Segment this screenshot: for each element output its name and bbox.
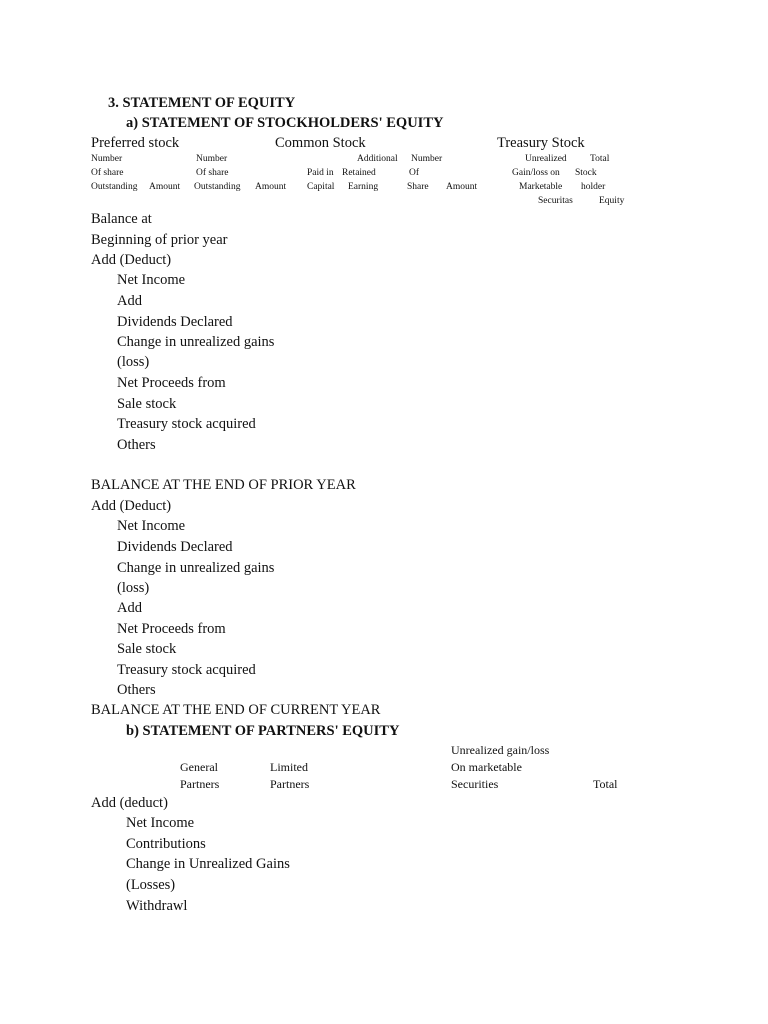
subheader: Outstanding — [91, 182, 138, 192]
row-label: Treasury stock acquired — [117, 416, 256, 432]
row-label: Add (Deduct) — [91, 252, 172, 268]
row-label: Others — [117, 437, 156, 453]
row-label: Add — [117, 293, 142, 309]
row-label: Add (Deduct) — [91, 498, 172, 514]
row-label: (loss) — [117, 580, 150, 596]
subheader: Capital — [307, 182, 335, 192]
subheader: Additional — [357, 154, 398, 164]
row-label: Dividends Declared — [117, 314, 233, 330]
unrealized-header: Unrealized gain/loss — [451, 743, 550, 757]
row-label: Sale stock — [117, 641, 177, 657]
part-a-title: a) STATEMENT OF STOCKHOLDERS' EQUITY — [126, 115, 444, 131]
subheader: Earning — [348, 182, 379, 192]
row-label: Withdrawl — [126, 898, 188, 914]
row-label: Beginning of prior year — [91, 232, 228, 248]
row-label: BALANCE AT THE END OF PRIOR YEAR — [91, 477, 356, 493]
row-label: Dividends Declared — [117, 539, 233, 555]
row-label: Treasury stock acquired — [117, 662, 256, 678]
row-label: (loss) — [117, 354, 150, 370]
subheader: Equity — [599, 196, 625, 206]
limited-partners-header: Partners — [270, 777, 310, 791]
row-label: (Losses) — [126, 877, 176, 893]
row-label: Add (deduct) — [91, 795, 168, 811]
unrealized-header: On marketable — [451, 760, 522, 774]
subheader: Marketable — [519, 182, 563, 192]
subheader: Amount — [446, 182, 478, 192]
preferred-stock-header: Preferred stock — [91, 135, 180, 151]
subheader: Total — [590, 154, 610, 164]
subheader: Amount — [149, 182, 181, 192]
treasury-stock-header: Treasury Stock — [497, 135, 585, 151]
unrealized-header: Securities — [451, 777, 499, 791]
subheader: Number — [411, 154, 443, 164]
subheader: Number — [91, 154, 123, 164]
subheader: Unrealized — [525, 154, 567, 164]
row-label: Others — [117, 682, 156, 698]
subheader: Retained — [342, 168, 376, 178]
limited-partners-header: Limited — [270, 760, 308, 774]
subheader: Of — [409, 168, 420, 178]
subheader: Gain/loss on — [512, 168, 560, 178]
row-label: Change in unrealized gains — [117, 560, 275, 576]
subheader: Of share — [196, 168, 229, 178]
general-partners-header: General — [180, 760, 218, 774]
row-label: Net Income — [126, 815, 195, 831]
subheader: Share — [407, 182, 429, 192]
row-label: Change in unrealized gains — [117, 334, 275, 350]
common-stock-header: Common Stock — [275, 135, 366, 151]
row-label: Contributions — [126, 836, 206, 852]
row-label: Change in Unrealized Gains — [126, 856, 290, 872]
row-label: Net Proceeds from — [117, 375, 226, 391]
subheader: Stock — [575, 168, 597, 178]
general-partners-header: Partners — [180, 777, 220, 791]
total-header: Total — [593, 777, 618, 791]
row-label: Net Income — [117, 272, 186, 288]
row-label: BALANCE AT THE END OF CURRENT YEAR — [91, 702, 381, 718]
part-b-title: b) STATEMENT OF PARTNERS' EQUITY — [126, 723, 400, 739]
subheader: Paid in — [307, 168, 334, 178]
row-label: Add — [117, 600, 142, 616]
row-label: Net Proceeds from — [117, 621, 226, 637]
subheader: Of share — [91, 168, 124, 178]
subheader: Amount — [255, 182, 287, 192]
row-label: Net Income — [117, 518, 186, 534]
subheader: Outstanding — [194, 182, 241, 192]
subheader: holder — [581, 182, 606, 192]
row-label: Balance at — [91, 211, 152, 227]
subheader: Securitas — [538, 196, 573, 206]
section-title: 3. STATEMENT OF EQUITY — [108, 95, 296, 111]
row-label: Sale stock — [117, 396, 177, 412]
subheader: Number — [196, 154, 228, 164]
